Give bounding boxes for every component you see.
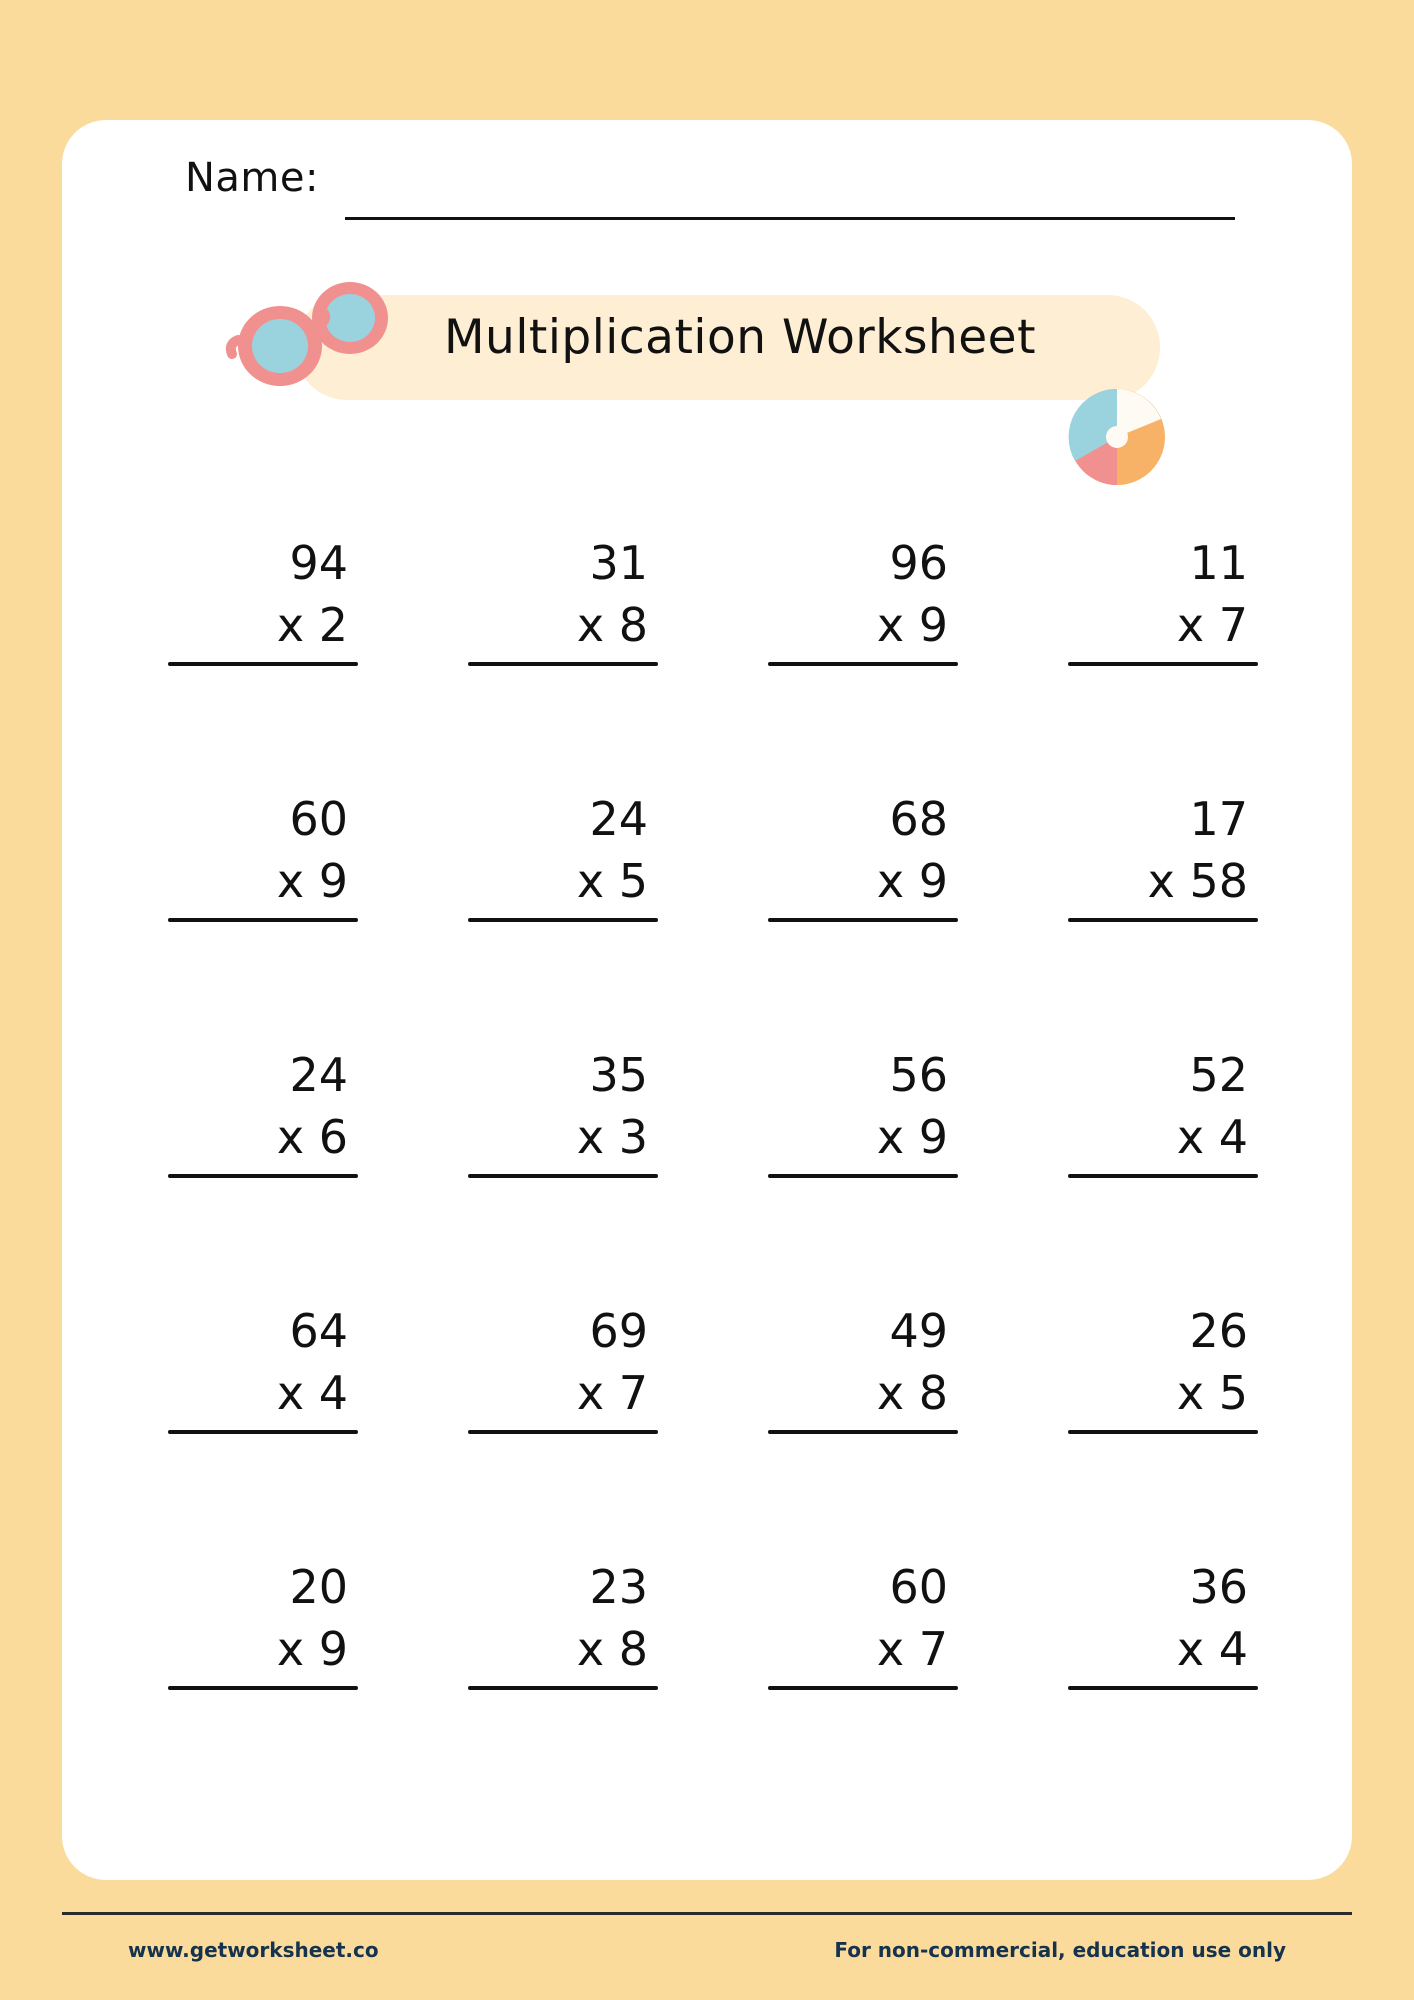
footer-usage-notice: For non-commercial, education use only <box>834 1938 1286 1962</box>
footer-website[interactable]: www.getworksheet.co <box>128 1938 379 1962</box>
problem-top-number: 24 <box>289 1048 348 1102</box>
problem-top-number: 35 <box>589 1048 648 1102</box>
answer-rule[interactable] <box>1068 1430 1258 1434</box>
problem-top-number: 60 <box>289 792 348 846</box>
problem-bottom-number: x 9 <box>276 854 348 908</box>
problem-top-number: 68 <box>889 792 948 846</box>
answer-rule[interactable] <box>468 918 658 922</box>
problem-bottom-number: x 6 <box>276 1110 348 1164</box>
problem-bottom-number: x 9 <box>876 598 948 652</box>
problem-top-number: 26 <box>1189 1304 1248 1358</box>
problem-top-number: 36 <box>1189 1560 1248 1614</box>
problem-cell <box>410 776 710 1032</box>
problem-cell <box>1010 1288 1310 1544</box>
problem-bottom-number: x 3 <box>576 1110 648 1164</box>
problem-bottom-number: x 9 <box>876 1110 948 1164</box>
answer-rule[interactable] <box>168 1686 358 1690</box>
problem-bottom-number: x 8 <box>576 598 648 652</box>
problem-bottom-number: x 8 <box>876 1366 948 1420</box>
problem-bottom-number: x 5 <box>576 854 648 908</box>
answer-rule[interactable] <box>768 918 958 922</box>
problem-top-number: 24 <box>589 792 648 846</box>
answer-rule[interactable] <box>768 662 958 666</box>
problem-cell <box>410 520 710 776</box>
problem-bottom-number: x 4 <box>1176 1622 1248 1676</box>
problem-cell <box>1010 520 1310 776</box>
answer-rule[interactable] <box>768 1686 958 1690</box>
answer-rule[interactable] <box>468 1686 658 1690</box>
problem-bottom-number: x 8 <box>576 1622 648 1676</box>
answer-rule[interactable] <box>468 662 658 666</box>
problem-top-number: 52 <box>1189 1048 1248 1102</box>
problem-cell <box>710 776 1010 1032</box>
page-title: Multiplication Worksheet <box>444 310 1036 365</box>
problem-top-number: 49 <box>889 1304 948 1358</box>
problem-cell <box>110 776 410 1032</box>
problem-top-number: 56 <box>889 1048 948 1102</box>
problem-cell <box>1010 776 1310 1032</box>
problem-top-number: 20 <box>289 1560 348 1614</box>
problem-cell <box>710 1288 1010 1544</box>
problem-bottom-number: x 7 <box>576 1366 648 1420</box>
problem-cell <box>110 1544 410 1800</box>
footer-divider <box>62 1912 1352 1915</box>
answer-rule[interactable] <box>468 1174 658 1178</box>
problem-cell <box>110 1288 410 1544</box>
problem-top-number: 94 <box>289 536 348 590</box>
problem-cell <box>1010 1032 1310 1288</box>
problem-bottom-number: x 4 <box>1176 1110 1248 1164</box>
problem-bottom-number: x 4 <box>276 1366 348 1420</box>
problem-bottom-number: x 9 <box>876 854 948 908</box>
problem-cell <box>710 1544 1010 1800</box>
problem-top-number: 11 <box>1189 536 1248 590</box>
beach-ball-icon <box>1065 385 1170 490</box>
name-field-row <box>185 155 1255 225</box>
problem-top-number: 23 <box>589 1560 648 1614</box>
name-input-line[interactable] <box>345 217 1235 220</box>
problem-cell <box>710 520 1010 776</box>
problem-bottom-number: x 7 <box>876 1622 948 1676</box>
answer-rule[interactable] <box>1068 662 1258 666</box>
problem-bottom-number: x 2 <box>276 598 348 652</box>
answer-rule[interactable] <box>768 1174 958 1178</box>
answer-rule[interactable] <box>168 1174 358 1178</box>
answer-rule[interactable] <box>168 1430 358 1434</box>
problem-cell <box>110 520 410 776</box>
problem-top-number: 17 <box>1189 792 1248 846</box>
answer-rule[interactable] <box>1068 1686 1258 1690</box>
problem-cell <box>410 1032 710 1288</box>
problem-top-number: 96 <box>889 536 948 590</box>
problem-bottom-number: x 58 <box>1147 854 1248 908</box>
problem-bottom-number: x 7 <box>1176 598 1248 652</box>
answer-rule[interactable] <box>468 1430 658 1434</box>
answer-rule[interactable] <box>1068 1174 1258 1178</box>
problem-top-number: 60 <box>889 1560 948 1614</box>
answer-rule[interactable] <box>168 918 358 922</box>
answer-rule[interactable] <box>168 662 358 666</box>
problem-bottom-number: x 5 <box>1176 1366 1248 1420</box>
answer-rule[interactable] <box>1068 918 1258 922</box>
problem-bottom-number: x 9 <box>276 1622 348 1676</box>
problem-cell <box>410 1544 710 1800</box>
problems-grid <box>110 520 1310 1800</box>
problem-cell <box>1010 1544 1310 1800</box>
answer-rule[interactable] <box>768 1430 958 1434</box>
name-label: Name: <box>185 155 319 201</box>
problem-cell <box>110 1032 410 1288</box>
problem-cell <box>710 1032 1010 1288</box>
problem-top-number: 64 <box>289 1304 348 1358</box>
problem-cell <box>410 1288 710 1544</box>
problem-top-number: 31 <box>589 536 648 590</box>
problem-top-number: 69 <box>589 1304 648 1358</box>
